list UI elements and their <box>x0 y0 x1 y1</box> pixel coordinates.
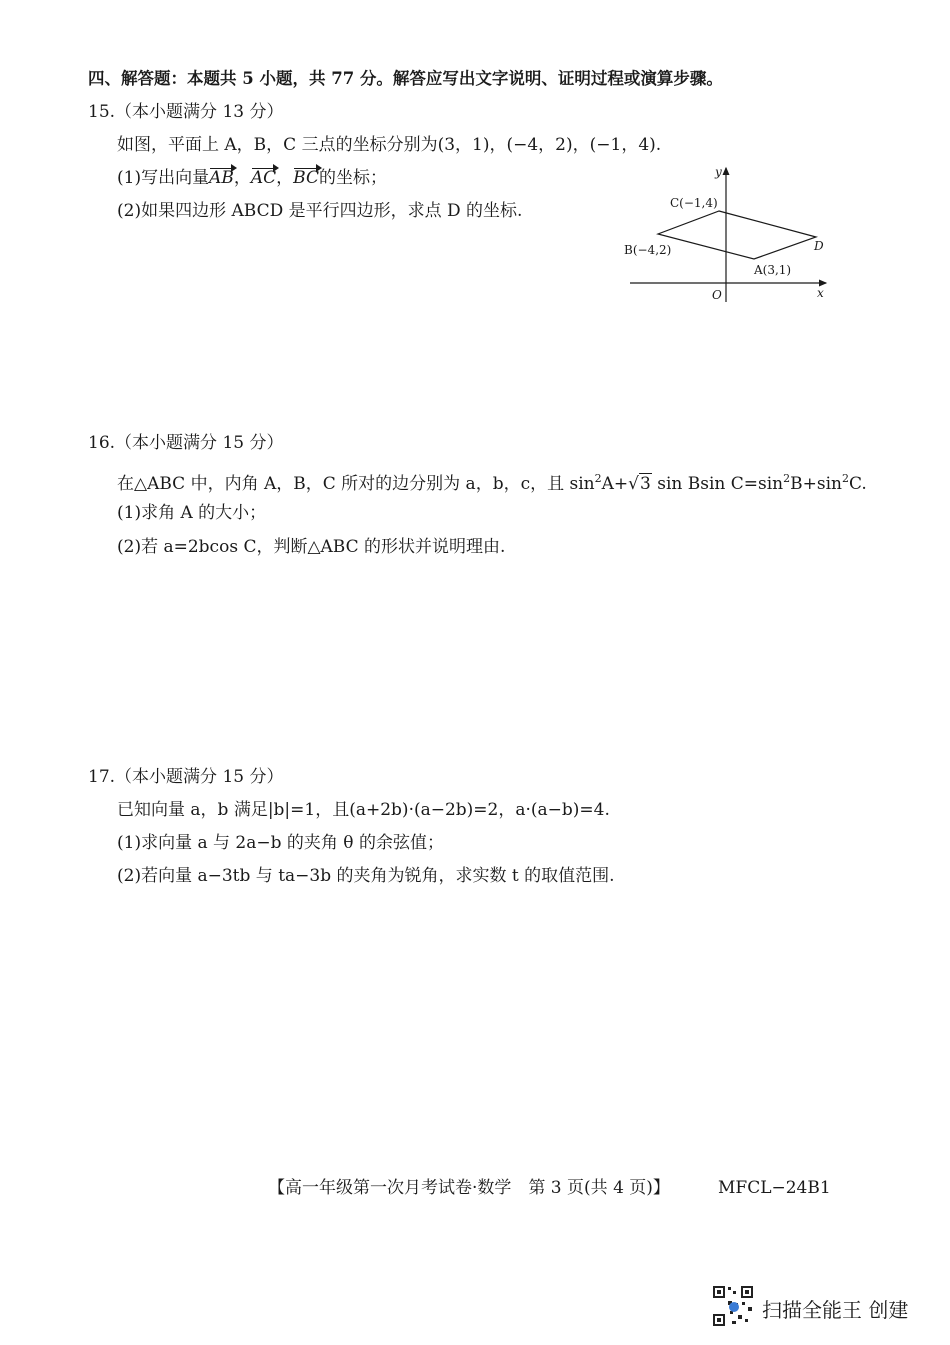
point-b-label: B(−4,2) <box>624 243 672 257</box>
paper-code: MFCL−24B1 <box>718 1178 831 1198</box>
q15-header: 15.（本小题满分 13 分） <box>88 102 284 122</box>
q15-part1: (1)写出向量AB，AC，BC的坐标； <box>117 168 387 188</box>
q16-stem-part: C. <box>848 474 867 494</box>
q16-part1: (1)求角 A 的大小； <box>117 503 267 523</box>
superscript-two: 2 <box>841 472 849 485</box>
parallelogram-abcd <box>658 211 816 259</box>
point-d-label: D <box>814 239 824 253</box>
q16-stem: 在△ABC 中，内角 A，B，C 所对的边分别为 a，b，c，且 $\sin^2A+√3$ sin Bsin $C=\sin^2B+\sin^2C$. <box>117 472 867 494</box>
q16-stem-part: 在△ABC 中，内角 A，B，C 所对的边分别为 a，b，c，且 sin <box>117 474 595 494</box>
origin-label: O <box>712 288 722 302</box>
page-footer: 【高一年级第一次月考试卷·数学 第 3 页(共 4 页)】 <box>268 1178 670 1198</box>
vector-ac: AC <box>250 168 277 188</box>
vector-bc: BC <box>293 168 319 188</box>
q17-part1: (1)求向量 a 与 2a−b 的夹角 θ 的余弦值； <box>117 833 444 853</box>
q15-part1-suffix: 的坐标； <box>319 168 387 188</box>
section-heading: 四、解答题：本题共 5 小题，共 77 分。解答应写出文字说明、证明过程或演算步骤。 <box>88 69 723 88</box>
scanner-watermark-label: 扫描全能王 创建 <box>762 1298 909 1322</box>
sqrt-three: 3 <box>640 474 651 494</box>
q17-stem: 已知向量 a，b 满足|b|=1，且(a+2b)·(a−2b)=2，a·(a−b)=4. <box>117 800 610 820</box>
q17-header: 17.（本小题满分 15 分） <box>88 767 284 787</box>
coordinate-figure <box>620 160 840 310</box>
y-axis-label: y <box>715 165 722 179</box>
q16-stem-part: B+sin <box>790 474 842 494</box>
qr-code-icon <box>712 1285 754 1327</box>
superscript-two: 2 <box>594 472 602 485</box>
q15-part2: (2)如果四边形 ABCD 是平行四边形，求点 D 的坐标. <box>117 201 523 221</box>
point-c-label: C(−1,4) <box>670 196 718 210</box>
q16-stem-part: A+ <box>601 474 629 494</box>
superscript-two: 2 <box>783 472 791 485</box>
q15-stem: 如图，平面上 A，B，C 三点的坐标分别为(3，1)，(−4，2)，(−1，4). <box>117 135 662 155</box>
point-a-label: A(3,1) <box>754 263 792 277</box>
q17-part2: (2)若向量 a−3tb 与 ta−3b 的夹角为锐角，求实数 t 的取值范围. <box>117 866 615 886</box>
x-axis-label: x <box>817 286 824 300</box>
q16-stem-part: sin Bsin C=sin <box>657 474 784 494</box>
q15-part1-prefix: (1)写出向量 <box>117 168 210 188</box>
q16-header: 16.（本小题满分 15 分） <box>88 433 284 453</box>
q16-part2: (2)若 a=2bcos C，判断△ABC 的形状并说明理由. <box>117 537 506 557</box>
vector-ab: AB <box>209 168 234 188</box>
